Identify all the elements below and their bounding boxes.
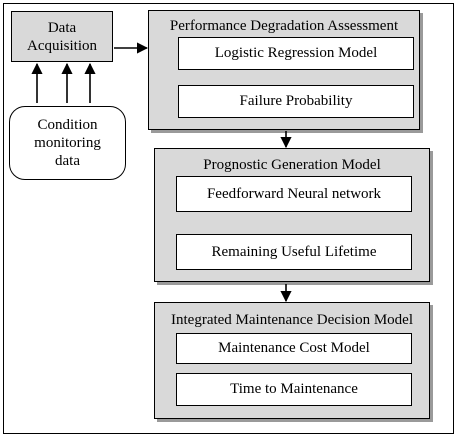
integrated-maintenance-title: Integrated Maintenance Decision Model (171, 312, 413, 328)
time-to-maintenance-box: Time to Maintenance (176, 373, 412, 406)
data-acquisition-line1: Data (47, 19, 77, 36)
maintenance-cost-model-box: Maintenance Cost Model (176, 333, 412, 364)
remaining-useful-lifetime-box: Remaining Useful Lifetime (176, 234, 412, 270)
performance-degradation-title: Performance Degradation Assessment (169, 18, 399, 34)
logistic-regression-box: Logistic Regression Model (178, 37, 414, 70)
condition-monitoring-line2: monitoring (34, 135, 101, 151)
prognostic-generation-title: Prognostic Generation Model (203, 157, 381, 173)
failure-probability-box: Failure Probability (178, 85, 414, 118)
condition-monitoring-line3: data (55, 153, 80, 169)
feedforward-neural-network-box: Feedforward Neural network (176, 176, 412, 212)
data-acquisition-line2: Acquisition (27, 37, 97, 54)
condition-monitoring-line1: Condition (37, 117, 98, 133)
